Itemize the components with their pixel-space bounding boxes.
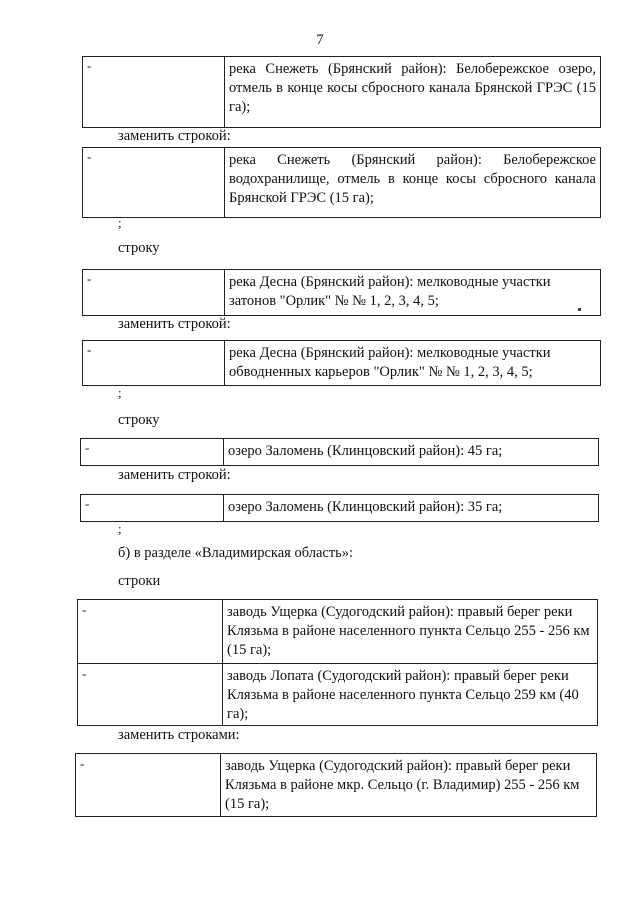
table-row <box>78 600 597 663</box>
table-row-zalomen-old <box>80 438 599 466</box>
dash-cell: - <box>76 754 221 816</box>
dash-cell: - <box>81 439 224 465</box>
table-row-snezhet-new <box>82 147 601 218</box>
semicolon: ; <box>118 385 122 400</box>
scan-mark <box>578 308 581 311</box>
replace-with-line-label: заменить строкой: <box>118 316 231 332</box>
semicolon: ; <box>118 521 122 536</box>
row-text: озеро Заломень (Клинцовский район): 45 га; <box>228 443 503 459</box>
table-row-snezhet-old <box>82 56 601 128</box>
row-text: заводь Лопата (Судогодский район): правый берег реки Клязьма в районе населенного пункта Сельцо 259 км (40 га); <box>227 668 579 722</box>
table-vladimir-old <box>77 599 598 726</box>
dash-cell: - <box>83 57 225 127</box>
section-heading: б) в разделе «Владимирская область»: <box>118 545 354 561</box>
line-label: строку <box>118 240 160 256</box>
table-row <box>76 754 596 816</box>
row-text: река Снежеть (Брянский район): Белобережское водохранилище, отмель в конце косы сбросного канала Брянской ГРЭС (15 га); <box>229 152 596 206</box>
dash-cell: - <box>78 664 223 726</box>
lines-label: строки <box>118 573 161 589</box>
dash-cell: - <box>78 600 223 663</box>
replace-with-line-label: заменить строкой: <box>118 128 231 144</box>
row-text: река Десна (Брянский район): мелководные участки затонов "Орлик" № № 1, 2, 3, 4, 5; <box>229 274 551 309</box>
table-row-zalomen-new <box>80 494 599 522</box>
table-row <box>78 663 597 726</box>
replace-with-lines-label: заменить строками: <box>118 727 240 743</box>
page-number: 7 <box>316 32 324 48</box>
table-row-desna-old <box>82 269 601 316</box>
dash-cell: - <box>83 341 225 385</box>
semicolon: ; <box>118 215 122 230</box>
dash-cell: - <box>83 148 225 217</box>
row-text: река Десна (Брянский район): мелководные участки обводненных карьеров "Орлик" № № 1, 2, 3, 4, 5; <box>229 345 551 380</box>
dash-cell: - <box>83 270 225 315</box>
dash-cell: - <box>81 495 224 521</box>
table-row-desna-new <box>82 340 601 386</box>
row-text: заводь Ущерка (Судогодский район): правый берег реки Клязьма в районе мкр. Сельцо (г. Владимир) 255 - 256 км (15 га); <box>225 758 580 812</box>
row-text: заводь Ущерка (Судогодский район): правый берег реки Клязьма в районе населенного пункта Сельцо 255 - 256 км (15 га); <box>227 604 590 658</box>
table-vladimir-new <box>75 753 597 817</box>
replace-with-line-label: заменить строкой: <box>118 467 231 483</box>
line-label: строку <box>118 412 160 428</box>
row-text: озеро Заломень (Клинцовский район): 35 га; <box>228 499 503 515</box>
row-text: река Снежеть (Брянский район): Белобережское озеро, отмель в конце косы сбросного канала Брянской ГРЭС (15 га); <box>229 61 596 115</box>
